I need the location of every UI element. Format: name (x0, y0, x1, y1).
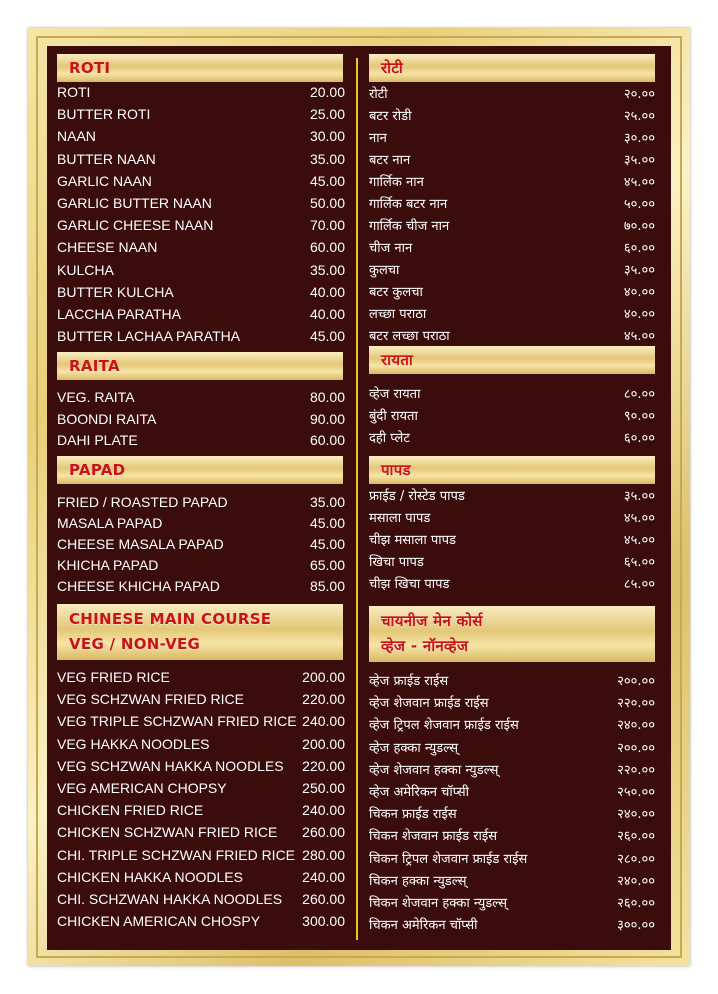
menu-item-price: 200.00 (302, 669, 345, 685)
menu-item-row (57, 325, 345, 347)
menu-item-row (57, 777, 345, 799)
menu-item-row (57, 303, 345, 325)
menu-item-name: VEG TRIPLE SCHZWAN FRIED RICE (57, 713, 297, 730)
menu-item-name: GARLIC BUTTER NAAN (57, 195, 212, 211)
menu-item-row (369, 915, 655, 937)
chinese-header-line2: VEG / NON-VEG (69, 635, 201, 653)
menu-item-row (57, 214, 345, 236)
menu-item-row (57, 512, 345, 534)
chinese-header (57, 604, 343, 660)
menu-item-name: VEG SCHZWAN FRIED RICE (57, 691, 244, 708)
menu-item-price: 50.00 (309, 195, 345, 211)
papad-header: PAPAD (57, 456, 343, 484)
menu-item-price: ७०.०० (623, 219, 655, 234)
menu-item-name: गार्लिक बटर नान (369, 197, 448, 212)
menu-item-name: गार्लिक नान (369, 175, 424, 190)
menu-item-row (369, 406, 655, 428)
menu-item-name: MASALA PAPAD (57, 515, 163, 531)
menu-item-price: २००.०० (617, 674, 655, 689)
menu-item-price: 25.00 (309, 106, 345, 123)
menu-item-row (57, 281, 345, 303)
menu-item-row (57, 236, 345, 258)
menu-item-row (57, 799, 345, 821)
menu-item-price: ५०.०० (623, 197, 655, 212)
menu-item-name: व्हेज शेजवान फ्राईड राईस (369, 696, 489, 712)
menu-item-price: ९०.०० (623, 409, 655, 424)
menu-item-price: 40.00 (309, 283, 345, 300)
menu-item-name: चीज नान (369, 241, 413, 256)
menu-item-name: व्हेज हक्का न्युडल्स् (369, 740, 459, 756)
menu-item-name: कुलचा (369, 263, 400, 278)
menu-item-name: फ्राईड / रोस्टेड पापड (369, 489, 465, 504)
menu-item-row (369, 804, 655, 826)
menu-item-name: व्हेज रायता (369, 387, 421, 402)
menu-item-price: ४५.०० (623, 511, 655, 526)
menu-item-name: CHICKEN SCHZWAN FRIED RICE (57, 824, 278, 841)
menu-item-name: GARLIC NAAN (57, 172, 152, 189)
menu-item-price: 65.00 (309, 557, 345, 573)
menu-item-name: GARLIC CHEESE NAAN (57, 217, 214, 234)
menu-item-price: 35.00 (309, 494, 345, 510)
menu-item-price: ८०.०० (623, 387, 655, 402)
menu-item-price: २५०.०० (617, 785, 655, 800)
menu-item-name: CHI. SCHZWAN HAKKA NOODLES (57, 891, 283, 907)
menu-item-row (57, 844, 345, 866)
menu-item-row (369, 304, 655, 326)
menu-item-row (369, 849, 655, 871)
menu-item-name: VEG SCHZWAN HAKKA NOODLES (57, 757, 284, 774)
menu-item-row (369, 150, 655, 172)
menu-item-price: 200.00 (302, 735, 345, 752)
menu-item-name: खिचा पापड (369, 555, 424, 570)
menu-item-name: व्हेज अमेरिकन चॉप्सी (369, 785, 470, 800)
menu-item-price: २६०.०० (617, 829, 655, 845)
menu-item-row (369, 671, 655, 693)
menu-item-price: 240.00 (302, 802, 345, 819)
menu-item-price: ४०.०० (623, 285, 655, 300)
menu-item-name: VEG HAKKA NOODLES (57, 735, 210, 752)
menu-item-row (369, 574, 655, 596)
menu-item-price: 45.00 (309, 328, 345, 345)
menu-item-row (369, 282, 655, 304)
menu-item-row (57, 575, 345, 597)
menu-item-row (369, 216, 655, 238)
menu-item-row (369, 826, 655, 848)
menu-item-price: २२०.०० (617, 696, 655, 712)
menu-item-name: CHEESE MASALA PAPAD (57, 536, 224, 552)
menu-item-name: LACCHA PARATHA (57, 306, 181, 322)
menu-item-name: BUTTER NAAN (57, 150, 156, 167)
menu-item-price: 250.00 (302, 780, 345, 796)
menu-item-name: चिकन फ्राईड राईस (369, 807, 457, 823)
menu-item-price: 45.00 (309, 172, 345, 189)
menu-item-row (369, 760, 655, 782)
menu-item-name: बटर कुलचा (369, 285, 423, 300)
raita-header-marathi: रायता (369, 346, 655, 374)
menu-item-price: 60.00 (309, 239, 345, 256)
menu-item-row (57, 666, 345, 688)
menu-item-name: DAHI PLATE (57, 432, 138, 448)
menu-item-name: NAAN (57, 128, 96, 145)
menu-item-name: चिकन शेजवान फ्राईड राईस (369, 829, 498, 845)
menu-item-row (57, 259, 345, 281)
roti-header-marathi: रोटी (369, 54, 655, 82)
menu-item-row (57, 755, 345, 777)
menu-item-row (369, 106, 655, 128)
chinese-header-marathi-line2: व्हेज - नॉनव्हेज (381, 637, 469, 655)
chinese-header-marathi (369, 606, 655, 662)
menu-item-price: २००.०० (617, 740, 655, 756)
menu-item-row (369, 428, 655, 450)
menu-item-row (369, 194, 655, 216)
menu-item-price: ३०.०० (623, 131, 655, 146)
menu-item-price: 90.00 (309, 410, 345, 427)
menu-item-price: 40.00 (309, 306, 345, 322)
menu-item-name: CHI. TRIPLE SCHZWAN FRIED RICE (57, 846, 296, 863)
menu-item-row (369, 172, 655, 194)
menu-item-row (369, 508, 655, 530)
menu-item-name: व्हेज ट्रिपल शेजवान फ्राईड राईस (369, 718, 519, 734)
menu-item-row (369, 715, 655, 737)
menu-item-row (369, 782, 655, 804)
menu-item-name: चिकन अमेरिकन चॉप्सी (369, 918, 478, 934)
menu-item-row (369, 238, 655, 260)
menu-item-price: २६०.०० (617, 896, 655, 911)
menu-item-name: बटर लच्छा पराठा (369, 329, 450, 344)
menu-item-row (57, 888, 345, 910)
menu-item-row (369, 384, 655, 406)
menu-item-name: CHEESE NAAN (57, 239, 158, 256)
menu-item-row (57, 491, 345, 513)
menu-item-price: ४५.०० (623, 329, 655, 344)
menu-item-price: 85.00 (309, 578, 345, 594)
menu-item-name: दही प्लेट (369, 431, 410, 446)
menu-item-name: CHEESE KHICHA PAPAD (57, 578, 220, 594)
menu-item-price: ३५.०० (623, 489, 655, 504)
menu-item-row (57, 103, 345, 125)
menu-item-price: २२०.०० (617, 762, 655, 778)
menu-item-price: 260.00 (302, 891, 345, 907)
menu-item-row (369, 871, 655, 893)
menu-item-name: लच्छा पराठा (369, 307, 427, 322)
menu-item-name: BUTTER ROTI (57, 106, 151, 123)
menu-item-name: BUTTER LACHAA PARATHA (57, 328, 241, 345)
menu-item-row (369, 486, 655, 508)
menu-item-name: चीझ मसाला पापड (369, 533, 456, 548)
raita-header: RAITA (57, 352, 343, 380)
menu-item-row (57, 821, 345, 843)
menu-item-name: व्हेज फ्राईड राईस (369, 674, 449, 689)
menu-item-price: ६०.०० (623, 431, 655, 446)
column-divider (356, 58, 358, 940)
menu-item-row (57, 408, 345, 430)
menu-item-price: 240.00 (302, 868, 345, 885)
menu-item-row (57, 733, 345, 755)
menu-item-row (57, 533, 345, 555)
menu-item-name: KULCHA (57, 261, 114, 278)
menu-item-price: ४५.०० (623, 533, 655, 548)
menu-item-price: 260.00 (302, 824, 345, 841)
menu-item-price: 240.00 (302, 713, 345, 730)
menu-item-price: २५.०० (623, 109, 655, 124)
menu-item-price: 45.00 (309, 515, 345, 531)
menu-item-row (57, 688, 345, 710)
menu-item-name: CHICKEN AMERICAN CHOSPY (57, 913, 261, 930)
menu-item-price: ४०.०० (623, 307, 655, 322)
menu-item-name: VEG FRIED RICE (57, 669, 170, 685)
menu-item-price: ३५.०० (623, 263, 655, 278)
menu-item-price: २४०.०० (617, 873, 655, 889)
menu-item-row (57, 170, 345, 192)
menu-item-name: CHICKEN FRIED RICE (57, 802, 204, 819)
menu-item-name: नान (369, 131, 387, 146)
menu-item-row (369, 552, 655, 574)
menu-item-row (369, 738, 655, 760)
menu-item-row (57, 148, 345, 170)
menu-item-price: 60.00 (309, 432, 345, 448)
menu-item-name: KHICHA PAPAD (57, 557, 159, 573)
menu-item-row (369, 326, 655, 348)
menu-item-row (57, 386, 345, 408)
menu-item-row (57, 81, 345, 103)
menu-item-row (369, 128, 655, 150)
menu-item-name: गार्लिक चीज नान (369, 219, 450, 234)
menu-item-price: 80.00 (309, 389, 345, 405)
menu-item-name: व्हेज शेजवान हक्का न्युडल्स् (369, 762, 499, 778)
papad-header-marathi: पापड (369, 456, 655, 484)
menu-item-price: 280.00 (302, 846, 345, 863)
menu-item-row (369, 84, 655, 106)
menu-item-name: बटर रोडी (369, 109, 412, 124)
menu-item-price: 300.00 (302, 913, 345, 930)
menu-item-name: चिकन ट्रिपल शेजवान फ्राईड राईस (369, 851, 528, 867)
menu-item-row (57, 192, 345, 214)
menu-item-price: 70.00 (309, 217, 345, 234)
menu-item-row (369, 693, 655, 715)
menu-item-name: VEG. RAITA (57, 389, 135, 405)
menu-item-row (369, 530, 655, 552)
menu-item-price: 20.00 (309, 84, 345, 100)
menu-item-name: BOONDI RAITA (57, 410, 157, 427)
menu-item-price: 35.00 (309, 261, 345, 278)
menu-item-price: ३००.०० (617, 918, 655, 934)
menu-item-name: CHICKEN HAKKA NOODLES (57, 868, 243, 885)
menu-item-name: रोटी (369, 87, 388, 102)
chinese-header-line1: CHINESE MAIN COURSE (69, 610, 272, 628)
chinese-header-marathi-line1: चायनीज मेन कोर्स (381, 612, 483, 630)
menu-item-price: 45.00 (309, 536, 345, 552)
menu-item-price: 30.00 (309, 128, 345, 145)
menu-item-name: FRIED / ROASTED PAPAD (57, 494, 228, 510)
menu-item-row (57, 429, 345, 451)
roti-header: ROTI (57, 54, 343, 82)
menu-item-name: बटर नान (369, 153, 411, 168)
menu-item-price: ३५.०० (623, 153, 655, 168)
menu-item-row (57, 125, 345, 147)
menu-item-name: बुंदी रायता (369, 409, 418, 424)
menu-item-name: चिकन शेजवान हक्का न्युडल्स् (369, 896, 507, 911)
menu-panel (47, 46, 671, 950)
menu-item-row (57, 866, 345, 888)
menu-item-price: २४०.०० (617, 807, 655, 823)
menu-item-name: ROTI (57, 84, 91, 100)
menu-item-row (369, 893, 655, 915)
menu-item-row (57, 710, 345, 732)
menu-item-name: मसाला पापड (369, 511, 431, 526)
menu-item-row (369, 260, 655, 282)
menu-item-price: 220.00 (302, 691, 345, 708)
menu-item-price: ८५.०० (623, 577, 655, 592)
menu-item-price: 220.00 (302, 757, 345, 774)
menu-item-price: २४०.०० (617, 718, 655, 734)
menu-item-price: ६०.०० (623, 241, 655, 256)
menu-item-name: VEG AMERICAN CHOPSY (57, 780, 227, 796)
menu-item-row (57, 910, 345, 932)
menu-item-name: चिकन हक्का न्युडल्स् (369, 873, 467, 889)
menu-item-name: चीझ खिचा पापड (369, 577, 450, 592)
menu-item-price: २८०.०० (617, 851, 655, 867)
menu-item-name: BUTTER KULCHA (57, 283, 174, 300)
menu-item-price: ४५.०० (623, 175, 655, 190)
menu-item-price: २०.०० (623, 87, 655, 102)
menu-item-price: 35.00 (309, 150, 345, 167)
menu-item-row (57, 554, 345, 576)
menu-item-price: ६५.०० (623, 555, 655, 570)
